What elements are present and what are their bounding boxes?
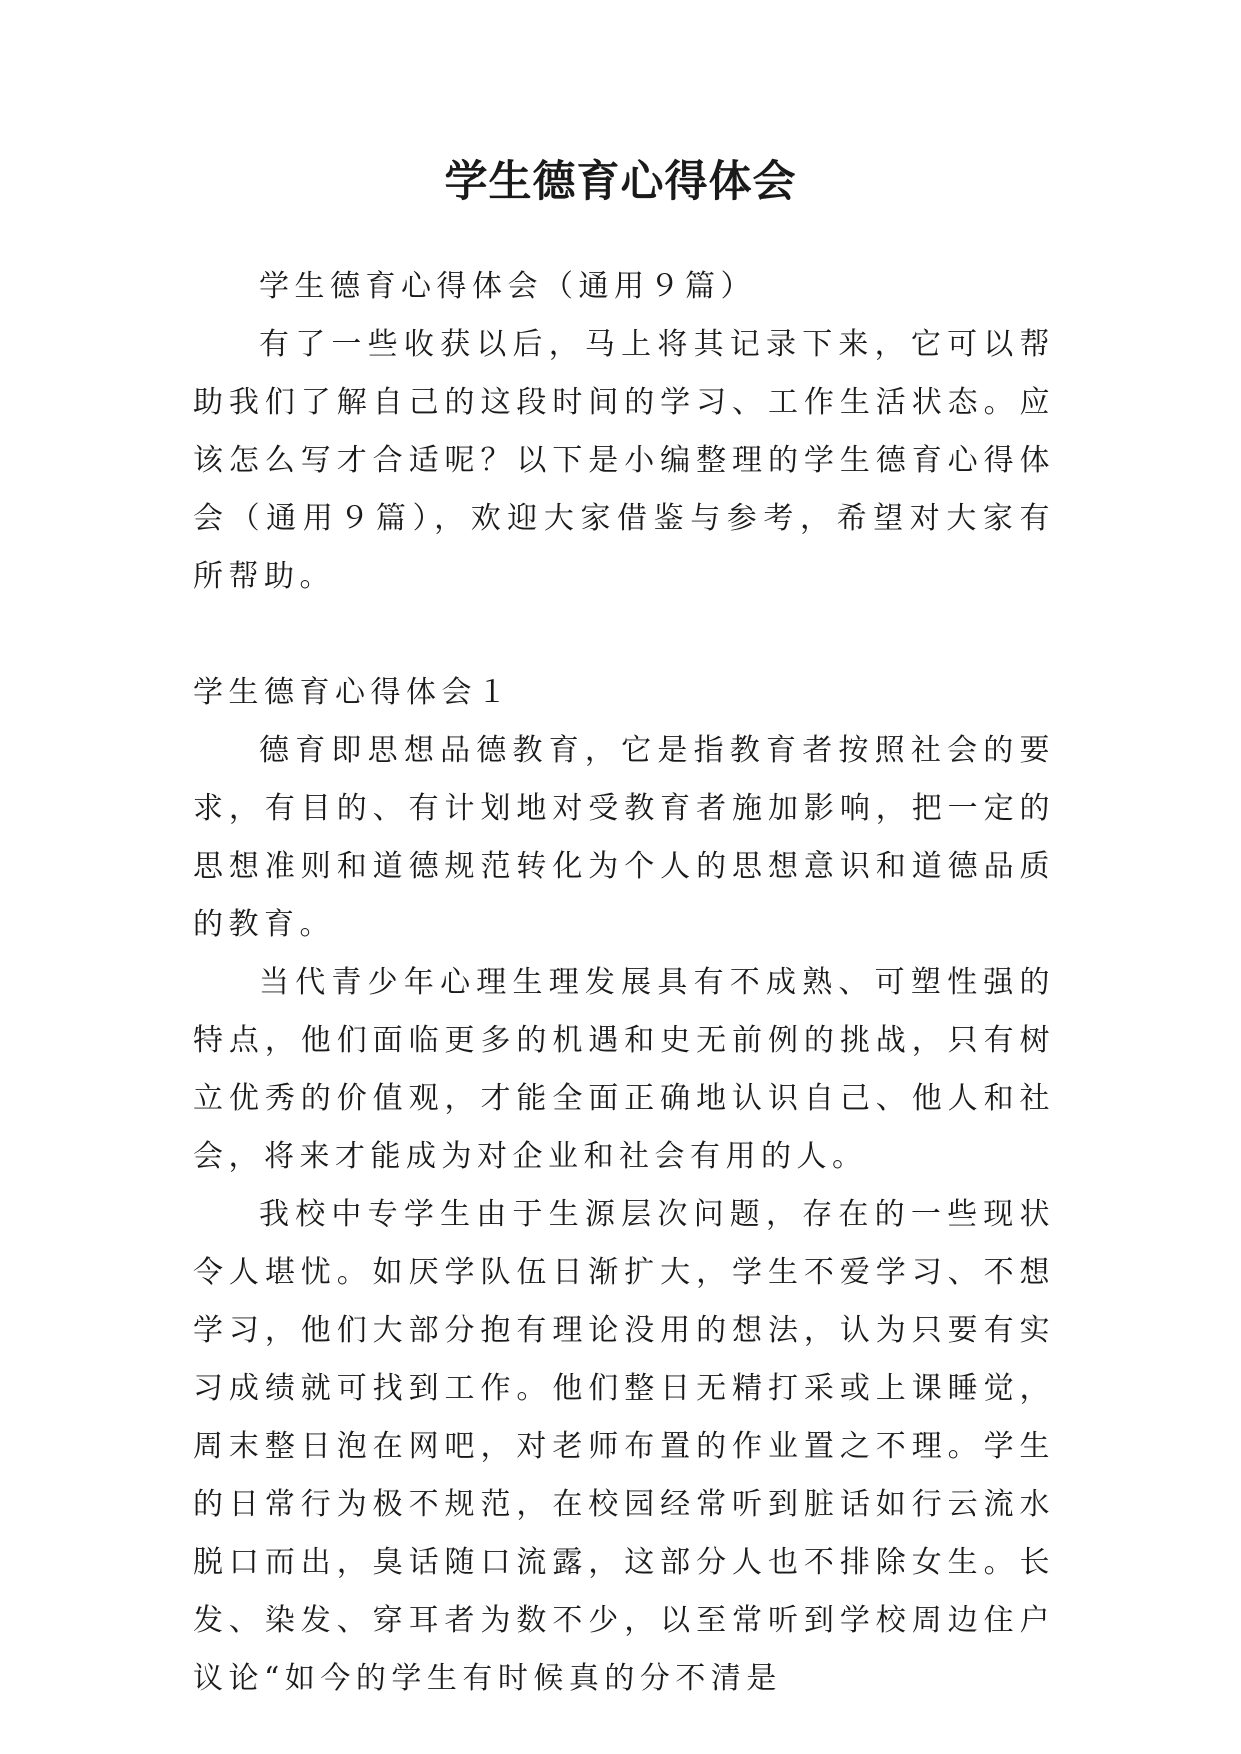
section-heading: 学生德育心得体会１ (193, 675, 513, 710)
document-body (193, 258, 1055, 1708)
body-paragraph: 我校中专学生由于生源层次问题，存在的一些现状令人堪忧。如厌学队伍日渐扩大，学生不爱学习、不想学习，他们大部分抱有理论没用的想法，认为只要有实习成绩就可找到工作。他们整日无精打采或上课睡觉，周末整日泡在网吧，对老师布置的作业置之不理。学生的日常行为极不规范，在校园经常听到脏话如行云流水脱口而出，臭话随口流露，这部分人也不排除女生。长发、染发、穿耳者为数不少，以至常听到学校周边住户议论“如今的学生有时候真的分不清是 (193, 1197, 1055, 1696)
body-paragraph: 德育即思想品德教育，它是指教育者按照社会的要求，有目的、有计划地对受教育者施加影响，把一定的思想准则和道德规范转化为个人的思想意识和道德品质的教育。 (193, 733, 1055, 942)
body-paragraph: 当代青少年心理生理发展具有不成熟、可塑性强的特点，他们面临更多的机遇和史无前例的挑战，只有树立优秀的价值观，才能全面正确地认识自己、他人和社会，将来才能成为对企业和社会有用的人。 (193, 965, 1055, 1174)
intro-paragraph: 有了一些收获以后，马上将其记录下来，它可以帮助我们了解自己的这段时间的学习、工作生活状态。应该怎么写才合适呢？以下是小编整理的学生德育心得体会（通用９篇），欢迎大家借鉴与参考，希望对大家有所帮助。 (193, 327, 1055, 594)
document-subtitle: 学生德育心得体会（通用９篇） (259, 269, 756, 304)
document-title: 学生德育心得体会 (444, 157, 797, 207)
section-spacer (193, 606, 1055, 664)
